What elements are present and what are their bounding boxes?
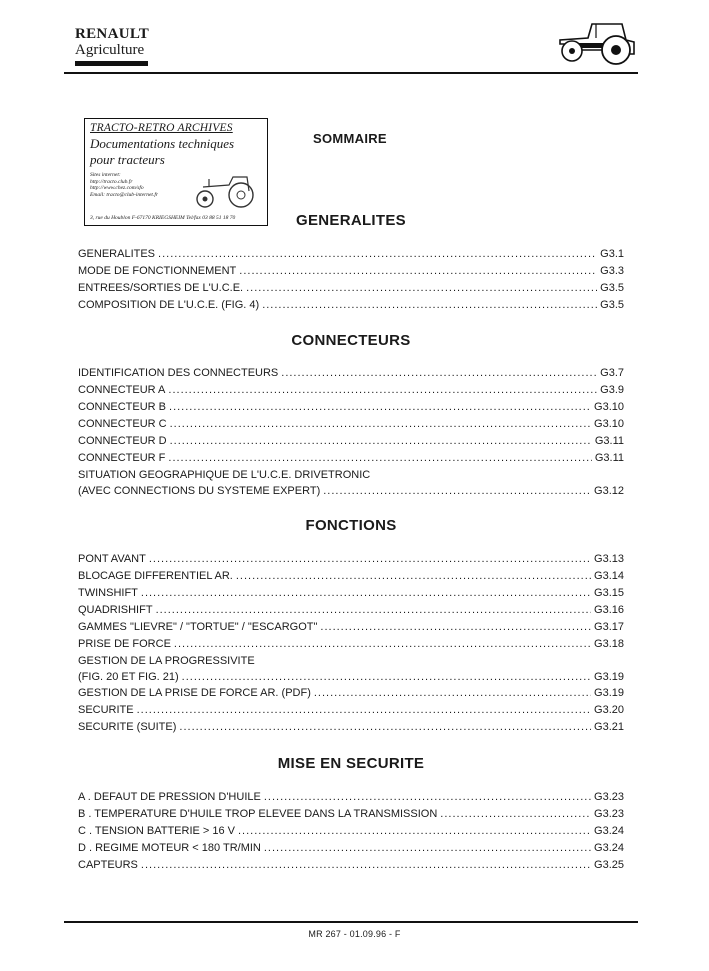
page-title: SOMMAIRE bbox=[313, 131, 387, 146]
toc-entry-page: G3.11 bbox=[594, 452, 624, 464]
dot-leader bbox=[168, 383, 597, 397]
dot-leader bbox=[170, 417, 591, 431]
toc-entry bbox=[78, 603, 624, 617]
toc-entry-page: G3.7 bbox=[600, 367, 624, 379]
document-reference: MR 267 - 01.09.96 - F bbox=[308, 929, 401, 939]
toc-entry-page: G3.10 bbox=[594, 418, 624, 430]
stamp-info-line1: Sites internet: bbox=[90, 172, 121, 178]
dot-leader bbox=[137, 703, 591, 717]
dot-leader bbox=[239, 264, 597, 278]
dot-leader bbox=[170, 434, 592, 448]
toc-entry bbox=[78, 790, 624, 804]
toc-entry bbox=[78, 841, 624, 855]
toc-entry bbox=[78, 417, 624, 431]
toc-entry-label: CONNECTEUR B bbox=[78, 401, 167, 413]
toc-entry-label: GAMMES "LIEVRE" / "TORTUE" / "ESCARGOT" bbox=[78, 621, 318, 633]
toc-entry-label: SECURITE (SUITE) bbox=[78, 721, 177, 733]
toc-entry bbox=[78, 451, 624, 465]
vintage-tractor-icon bbox=[189, 169, 261, 209]
section-title-generalites: GENERALITES bbox=[296, 212, 406, 229]
toc-entry-label: CONNECTEUR A bbox=[78, 384, 166, 396]
brand-underline bbox=[75, 61, 148, 66]
dot-leader bbox=[264, 790, 591, 804]
toc-entry bbox=[78, 637, 624, 651]
toc-entry-page: G3.21 bbox=[594, 721, 624, 733]
dot-leader bbox=[141, 586, 591, 600]
toc-entry bbox=[78, 586, 624, 600]
toc-entry bbox=[78, 383, 624, 397]
toc-entry-page: G3.13 bbox=[594, 553, 624, 565]
toc-entry bbox=[78, 281, 624, 295]
toc-entry bbox=[78, 686, 624, 700]
stamp-subtitle-line1: Documentations techniques bbox=[90, 136, 235, 151]
toc-entry-page: G3.15 bbox=[594, 587, 624, 599]
toc-entry bbox=[78, 434, 624, 448]
toc-entry-page: G3.10 bbox=[594, 401, 624, 413]
toc-entry-page: G3.20 bbox=[594, 704, 624, 716]
toc-entry-label: (AVEC CONNECTIONS DU SYSTEME EXPERT) bbox=[78, 485, 321, 497]
toc-entry-page: G3.14 bbox=[594, 570, 624, 582]
toc-entry bbox=[78, 552, 624, 566]
stamp-address: 3, rue du Houblon F-67170 KRIEGSHEIM Tel/fax 03 88 51 18 70 bbox=[90, 215, 236, 221]
toc-entry bbox=[78, 366, 624, 380]
toc-entry-label: B . TEMPERATURE D'HUILE TROP ELEVEE DANS LA TRANSMISSION bbox=[78, 808, 438, 820]
toc-entry-page: G3.23 bbox=[594, 808, 624, 820]
dot-leader bbox=[320, 620, 591, 634]
stamp-title: TRACTO-RETRO ARCHIVES bbox=[90, 122, 233, 134]
toc-entry-page: G3.24 bbox=[594, 825, 624, 837]
toc-entry bbox=[78, 824, 624, 838]
toc-entry bbox=[78, 703, 624, 717]
toc-entry bbox=[78, 569, 624, 583]
archive-stamp bbox=[84, 118, 268, 226]
section-title-connecteurs: CONNECTEURS bbox=[291, 332, 411, 349]
toc-entry-label-line1: SITUATION GEOGRAPHIQUE DE L'U.C.E. DRIVETRONIC bbox=[78, 469, 371, 481]
toc-entry-label: A . DEFAUT DE PRESSION D'HUILE bbox=[78, 791, 261, 803]
toc-entry bbox=[78, 720, 624, 734]
stamp-info-line3: http://www.chez.com/sfo bbox=[90, 185, 144, 191]
brand-division: Agriculture bbox=[75, 42, 145, 58]
toc-entry-label: PONT AVANT bbox=[78, 553, 146, 565]
stamp-info-line2: http://tracto.club.fr bbox=[90, 178, 133, 185]
toc-entry-label: CONNECTEUR F bbox=[78, 452, 166, 464]
dot-leader bbox=[141, 858, 591, 872]
toc-entry-label: PRISE DE FORCE bbox=[78, 638, 171, 650]
toc-entry-page: G3.9 bbox=[600, 384, 624, 396]
dot-leader bbox=[238, 824, 591, 838]
toc-entry-label: CONNECTEUR C bbox=[78, 418, 167, 430]
toc-entry-page: G3.17 bbox=[594, 621, 624, 633]
toc-entry-label: GESTION DE LA PRISE DE FORCE AR. (PDF) bbox=[78, 687, 311, 699]
toc-entry-label: COMPOSITION DE L'U.C.E. (FIG. 4) bbox=[78, 299, 260, 311]
toc-entry-page: G3.1 bbox=[600, 248, 624, 260]
dot-leader bbox=[168, 451, 591, 465]
dot-leader bbox=[264, 841, 591, 855]
toc-entry bbox=[78, 264, 624, 278]
dot-leader bbox=[314, 686, 591, 700]
toc-entry bbox=[78, 807, 624, 821]
toc-entry-label: ENTREES/SORTIES DE L'U.C.E. bbox=[78, 282, 244, 294]
toc-entry-label: BLOCAGE DIFFERENTIEL AR. bbox=[78, 570, 233, 582]
dot-leader bbox=[262, 298, 597, 312]
header-divider bbox=[64, 72, 638, 74]
toc-entry bbox=[78, 484, 624, 498]
toc-entry bbox=[78, 298, 624, 312]
toc-entry-page: G3.5 bbox=[600, 299, 624, 311]
dot-leader bbox=[174, 637, 591, 651]
toc-entry-page: G3.25 bbox=[594, 859, 624, 871]
toc-entry-page: G3.12 bbox=[594, 485, 624, 497]
section-title-fonctions: FONCTIONS bbox=[305, 517, 397, 534]
dot-leader bbox=[182, 670, 591, 684]
toc-entry-page: G3.23 bbox=[594, 791, 624, 803]
toc-entry-label: SECURITE bbox=[78, 704, 134, 716]
toc-entry-page: G3.11 bbox=[594, 435, 624, 447]
section-title-mise-en-securite: MISE EN SECURITE bbox=[277, 755, 425, 772]
toc-entry-page: G3.24 bbox=[594, 842, 624, 854]
toc-entry bbox=[78, 400, 624, 414]
footer-divider bbox=[64, 921, 638, 923]
dot-leader bbox=[156, 603, 591, 617]
toc-entry-page: G3.19 bbox=[594, 671, 624, 683]
toc-entry-label: (FIG. 20 ET FIG. 21) bbox=[78, 671, 179, 683]
toc-entry-label: MODE DE FONCTIONNEMENT bbox=[78, 265, 237, 277]
toc-entry-label: C . TENSION BATTERIE > 16 V bbox=[78, 825, 235, 837]
toc-entry bbox=[78, 247, 624, 261]
toc-entry-label: CAPTEURS bbox=[78, 859, 138, 871]
toc-entry bbox=[78, 858, 624, 872]
toc-entry-label: D . REGIME MOTEUR < 180 TR/MIN bbox=[78, 842, 261, 854]
dot-leader bbox=[323, 484, 591, 498]
toc-entry-page: G3.16 bbox=[594, 604, 624, 616]
stamp-subtitle-line2: pour tracteurs bbox=[90, 152, 165, 167]
toc-entry bbox=[78, 620, 624, 634]
toc-entry-page: G3.3 bbox=[600, 265, 624, 277]
toc-entry-page: G3.19 bbox=[594, 687, 624, 699]
toc-entry-label: TWINSHIFT bbox=[78, 587, 138, 599]
dot-leader bbox=[236, 569, 591, 583]
brand-logo bbox=[75, 27, 149, 66]
dot-leader bbox=[440, 807, 591, 821]
toc-entry-page: G3.5 bbox=[600, 282, 624, 294]
toc-entry-label: QUADRISHIFT bbox=[78, 604, 153, 616]
dot-leader bbox=[179, 720, 591, 734]
toc-entry-page: G3.18 bbox=[594, 638, 624, 650]
dot-leader bbox=[169, 400, 591, 414]
toc-entry-label: IDENTIFICATION DES CONNECTEURS bbox=[78, 367, 279, 379]
toc-entry-label: GENERALITES bbox=[78, 248, 156, 260]
toc-entry-label-line1: GESTION DE LA PROGRESSIVITE bbox=[78, 655, 255, 667]
dot-leader bbox=[158, 247, 597, 261]
brand-name: RENAULT bbox=[75, 26, 150, 42]
stamp-info-line4: Email: tracto@club-internet.fr bbox=[90, 191, 158, 198]
toc-entry-label: CONNECTEUR D bbox=[78, 435, 167, 447]
toc-entry bbox=[78, 670, 624, 684]
dot-leader bbox=[281, 366, 597, 380]
dot-leader bbox=[246, 281, 597, 295]
dot-leader bbox=[149, 552, 591, 566]
tractor-icon bbox=[552, 20, 636, 68]
